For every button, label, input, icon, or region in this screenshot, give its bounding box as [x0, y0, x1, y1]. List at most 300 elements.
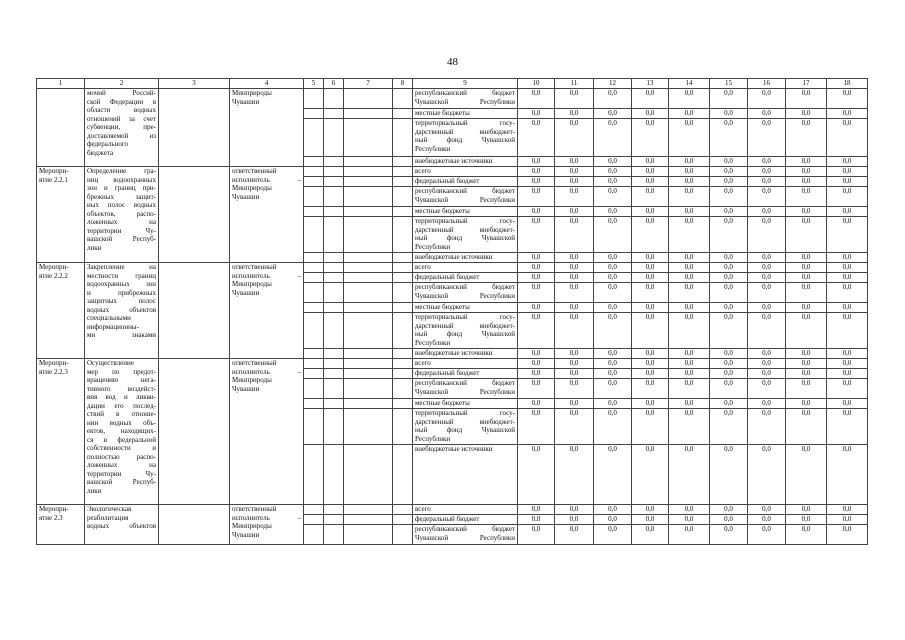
- column-number: 10: [518, 79, 555, 89]
- value-cell: 0,0: [632, 157, 669, 167]
- cell-line: лики: [87, 486, 102, 495]
- value-cell: 0,0: [594, 349, 632, 359]
- cell-line: территории Чу-: [87, 469, 156, 478]
- participant-cell: [159, 263, 230, 359]
- cell-line: ся в федеральной: [87, 435, 156, 444]
- code-cell: [344, 505, 393, 515]
- value-cell: 0,0: [555, 349, 594, 359]
- cell-line: исполнитель –: [232, 271, 301, 280]
- measure-code-cell: [37, 359, 85, 505]
- value-cell: 0,0: [669, 157, 710, 167]
- funding-source-cell: [413, 303, 518, 313]
- cell-line: ответственный: [232, 167, 277, 175]
- value-cell: 0,0: [555, 369, 594, 379]
- value-cell: 0,0: [632, 313, 669, 349]
- value-cell: 0,0: [594, 263, 632, 273]
- value-cell: 0,0: [710, 369, 748, 379]
- code-cell: [324, 89, 344, 109]
- value-cell: 0,0: [518, 303, 555, 313]
- value-cell: 0,0: [710, 359, 748, 369]
- value-cell: 0,0: [594, 283, 632, 303]
- value-cell: 0,0: [786, 303, 827, 313]
- code-cell: [393, 445, 413, 505]
- participant-cell: [159, 359, 230, 505]
- code-cell: [304, 409, 324, 445]
- value-cell: 0,0: [669, 349, 710, 359]
- cell-line: ный фонд Чувашской: [415, 330, 515, 338]
- value-cell: 0,0: [710, 313, 748, 349]
- value-cell: 0,0: [518, 273, 555, 283]
- value-cell: 0,0: [669, 359, 710, 369]
- code-cell: [324, 253, 344, 263]
- value-cell: 0,0: [786, 505, 827, 515]
- value-cell: 0,0: [827, 217, 868, 253]
- cell-line: вашской Респуб-: [87, 235, 156, 243]
- column-number: 7: [344, 79, 393, 89]
- value-cell: 0,0: [518, 445, 555, 505]
- value-cell: 0,0: [669, 303, 710, 313]
- cell-line: Меропри-: [39, 359, 69, 367]
- value-cell: 0,0: [827, 89, 868, 109]
- code-cell: [393, 369, 413, 379]
- value-cell: 0,0: [786, 89, 827, 109]
- cell-line: защитных полос: [87, 297, 156, 305]
- cell-line: республиканский бюджет: [415, 525, 515, 533]
- cell-line: Чувашии: [232, 192, 260, 201]
- cell-line: местные бюджеты: [415, 109, 470, 117]
- cell-line: Экологическая: [87, 505, 132, 513]
- value-cell: 0,0: [518, 89, 555, 109]
- funding-source-cell: [413, 409, 518, 445]
- value-cell: 0,0: [827, 263, 868, 273]
- code-cell: [344, 303, 393, 313]
- code-cell: [304, 359, 324, 369]
- cell-line: всего: [415, 359, 431, 367]
- column-number: 17: [786, 79, 827, 89]
- value-cell: 0,0: [555, 177, 594, 187]
- code-cell: [344, 445, 393, 505]
- code-cell: [344, 399, 393, 409]
- cell-line: лики: [87, 243, 102, 252]
- code-cell: [304, 399, 324, 409]
- value-cell: 0,0: [710, 409, 748, 445]
- cell-line: объектов, распо-: [87, 209, 156, 218]
- cell-line: Республики: [415, 338, 451, 347]
- code-cell: [304, 349, 324, 359]
- value-cell: 0,0: [748, 273, 786, 283]
- value-cell: 0,0: [786, 445, 827, 505]
- value-cell: 0,0: [786, 167, 827, 177]
- value-cell: 0,0: [632, 359, 669, 369]
- value-cell: 0,0: [710, 505, 748, 515]
- code-cell: [344, 119, 393, 157]
- cell-line: ской Федерации в: [87, 97, 156, 106]
- value-cell: 0,0: [555, 187, 594, 207]
- value-cell: 0,0: [594, 399, 632, 409]
- cell-line: Определение гра-: [87, 167, 156, 175]
- value-cell: 0,0: [518, 505, 555, 515]
- value-cell: 0,0: [748, 349, 786, 359]
- code-cell: [324, 349, 344, 359]
- code-cell: [304, 177, 324, 187]
- column-number: 3: [159, 79, 230, 89]
- cell-line: ный фонд Чувашской: [415, 234, 515, 242]
- value-cell: 0,0: [710, 525, 748, 545]
- cell-line: Чувашии: [232, 530, 260, 539]
- cell-line: субвенции, пре-: [87, 123, 156, 131]
- cell-line: и прибрежных: [87, 288, 156, 297]
- value-cell: 0,0: [518, 379, 555, 399]
- responsible-cell: [230, 359, 304, 505]
- cell-line: федеральный бюджет: [415, 177, 480, 185]
- cell-line: исполнитель –: [232, 175, 301, 184]
- value-cell: 0,0: [827, 283, 868, 303]
- value-cell: 0,0: [827, 109, 868, 119]
- measure-name-cell: [85, 359, 159, 505]
- value-cell: 0,0: [669, 525, 710, 545]
- value-cell: 0,0: [669, 263, 710, 273]
- value-cell: 0,0: [748, 445, 786, 505]
- cell-line: исполнитель –: [232, 367, 301, 376]
- funding-source-cell: [413, 253, 518, 263]
- code-cell: [324, 187, 344, 207]
- code-cell: [324, 515, 344, 525]
- value-cell: 0,0: [632, 303, 669, 313]
- cell-line: ми знаками: [87, 331, 156, 339]
- cell-line: бюджета: [87, 148, 114, 157]
- value-cell: 0,0: [786, 109, 827, 119]
- value-cell: 0,0: [669, 409, 710, 445]
- cell-line: ный фонд Чувашской: [415, 136, 515, 144]
- value-cell: 0,0: [555, 303, 594, 313]
- code-cell: [344, 177, 393, 187]
- code-cell: [324, 525, 344, 545]
- cell-line: отношений за счет: [87, 114, 156, 123]
- participant-cell: [159, 167, 230, 263]
- measure-name-cell: [85, 263, 159, 359]
- value-cell: 0,0: [669, 177, 710, 187]
- value-cell: 0,0: [710, 253, 748, 263]
- value-cell: 0,0: [748, 379, 786, 399]
- participant-cell: [159, 505, 230, 545]
- value-cell: 0,0: [748, 525, 786, 545]
- value-cell: 0,0: [748, 89, 786, 109]
- page-number: 48: [447, 56, 458, 68]
- code-cell: [304, 369, 324, 379]
- code-cell: [304, 303, 324, 313]
- cell-line: ных полос водных: [87, 201, 156, 209]
- cell-line: мочий Россий-: [87, 89, 156, 97]
- value-cell: 0,0: [827, 187, 868, 207]
- code-cell: [324, 273, 344, 283]
- cell-line: местности границ: [87, 271, 156, 280]
- measure-name-cell: [85, 505, 159, 545]
- cell-line: ный фонд Чувашской: [415, 426, 515, 434]
- code-cell: [393, 349, 413, 359]
- value-cell: 0,0: [669, 399, 710, 409]
- code-cell: [324, 207, 344, 217]
- cell-line: информационны-: [87, 322, 139, 331]
- measure-code-cell: [37, 505, 85, 545]
- value-cell: 0,0: [594, 207, 632, 217]
- value-cell: 0,0: [518, 359, 555, 369]
- cell-line: местные бюджеты: [415, 207, 470, 215]
- value-cell: 0,0: [594, 525, 632, 545]
- table-row: [37, 89, 868, 109]
- value-cell: 0,0: [632, 273, 669, 283]
- cell-line: доставляемой из: [87, 131, 156, 140]
- value-cell: 0,0: [748, 313, 786, 349]
- value-cell: 0,0: [786, 515, 827, 525]
- value-cell: 0,0: [669, 283, 710, 303]
- code-cell: [304, 207, 324, 217]
- value-cell: 0,0: [710, 157, 748, 167]
- column-number: 16: [748, 79, 786, 89]
- value-cell: 0,0: [632, 445, 669, 505]
- cell-line: Чувашии: [232, 288, 260, 297]
- value-cell: 0,0: [827, 409, 868, 445]
- code-cell: [304, 89, 324, 109]
- cell-line: местные бюджеты: [415, 399, 470, 407]
- cell-line: Минприроды: [232, 376, 272, 384]
- budget-table: [36, 78, 868, 545]
- cell-line: Закрепление на: [87, 263, 156, 271]
- value-cell: 0,0: [748, 263, 786, 273]
- value-cell: 0,0: [710, 445, 748, 505]
- value-cell: 0,0: [669, 217, 710, 253]
- cell-line: ектов, находящих-: [87, 427, 156, 435]
- cell-line: ятие 2.2.1: [39, 175, 68, 184]
- cell-line: территориальный госу-: [415, 409, 515, 417]
- code-cell: [393, 263, 413, 273]
- column-number: 14: [669, 79, 710, 89]
- code-cell: [393, 273, 413, 283]
- value-cell: 0,0: [669, 313, 710, 349]
- value-cell: 0,0: [555, 515, 594, 525]
- value-cell: 0,0: [786, 369, 827, 379]
- value-cell: 0,0: [518, 313, 555, 349]
- code-cell: [393, 187, 413, 207]
- code-cell: [393, 207, 413, 217]
- value-cell: 0,0: [786, 525, 827, 545]
- value-cell: 0,0: [710, 89, 748, 109]
- value-cell: 0,0: [827, 253, 868, 263]
- cell-line: области водных: [87, 106, 156, 114]
- value-cell: 0,0: [594, 89, 632, 109]
- cell-line: ответственный: [232, 505, 277, 513]
- cell-line: ответственный: [232, 263, 277, 271]
- funding-source-cell: [413, 525, 518, 545]
- cell-line: Республики: [415, 144, 451, 153]
- value-cell: 0,0: [748, 157, 786, 167]
- value-cell: 0,0: [632, 89, 669, 109]
- value-cell: 0,0: [710, 109, 748, 119]
- value-cell: 0,0: [786, 379, 827, 399]
- measure-code-cell: [37, 89, 85, 167]
- column-number: 2: [85, 79, 159, 89]
- cell-line: ответственный: [232, 359, 277, 367]
- cell-line: дации его послед-: [87, 401, 156, 410]
- cell-line: территориальный госу-: [415, 217, 515, 225]
- value-cell: 0,0: [710, 399, 748, 409]
- value-cell: 0,0: [710, 349, 748, 359]
- cell-line: Минприроды: [232, 184, 272, 192]
- value-cell: 0,0: [710, 283, 748, 303]
- value-cell: 0,0: [669, 445, 710, 505]
- value-cell: 0,0: [748, 119, 786, 157]
- value-cell: 0,0: [632, 177, 669, 187]
- code-cell: [344, 515, 393, 525]
- code-cell: [344, 167, 393, 177]
- value-cell: 0,0: [555, 109, 594, 119]
- code-cell: [324, 217, 344, 253]
- value-cell: 0,0: [827, 379, 868, 399]
- value-cell: 0,0: [786, 187, 827, 207]
- code-cell: [324, 109, 344, 119]
- value-cell: 0,0: [748, 515, 786, 525]
- cell-line: вия вод и ликви-: [87, 393, 156, 401]
- value-cell: 0,0: [827, 313, 868, 349]
- funding-source-cell: [413, 369, 518, 379]
- value-cell: 0,0: [786, 283, 827, 303]
- value-cell: 0,0: [827, 177, 868, 187]
- value-cell: 0,0: [669, 167, 710, 177]
- value-cell: 0,0: [669, 119, 710, 157]
- cell-line: дарственный внебюджет-: [415, 417, 515, 426]
- value-cell: 0,0: [594, 313, 632, 349]
- value-cell: 0,0: [518, 167, 555, 177]
- code-cell: [324, 505, 344, 515]
- code-cell: [304, 313, 324, 349]
- value-cell: 0,0: [669, 505, 710, 515]
- code-cell: [304, 263, 324, 273]
- code-cell: [304, 109, 324, 119]
- cell-line: вращению нега-: [87, 376, 156, 384]
- code-cell: [393, 217, 413, 253]
- funding-source-cell: [413, 207, 518, 217]
- value-cell: 0,0: [594, 177, 632, 187]
- code-cell: [344, 313, 393, 349]
- value-cell: 0,0: [594, 167, 632, 177]
- code-cell: [393, 177, 413, 187]
- cell-line: дарственный внебюджет-: [415, 127, 515, 136]
- value-cell: 0,0: [710, 187, 748, 207]
- code-cell: [393, 167, 413, 177]
- cell-line: всего: [415, 505, 431, 513]
- value-cell: 0,0: [555, 445, 594, 505]
- measure-code-cell: [37, 263, 85, 359]
- value-cell: 0,0: [594, 157, 632, 167]
- cell-line: ложенных на: [87, 461, 156, 469]
- value-cell: 0,0: [555, 207, 594, 217]
- cell-line: местные бюджеты: [415, 303, 470, 311]
- cell-line: федеральный бюджет: [415, 273, 480, 281]
- code-cell: [304, 119, 324, 157]
- value-cell: 0,0: [669, 379, 710, 399]
- table-row: [37, 359, 868, 369]
- cell-line: внебюджетные источники: [415, 349, 493, 357]
- value-cell: 0,0: [555, 525, 594, 545]
- value-cell: 0,0: [632, 283, 669, 303]
- value-cell: 0,0: [748, 217, 786, 253]
- value-cell: 0,0: [632, 167, 669, 177]
- value-cell: 0,0: [827, 445, 868, 505]
- value-cell: 0,0: [632, 349, 669, 359]
- cell-line: ложенных на: [87, 218, 156, 226]
- code-cell: [393, 399, 413, 409]
- code-cell: [324, 177, 344, 187]
- cell-line: внебюджетные источники: [415, 445, 493, 453]
- cell-line: Минприроды: [232, 522, 272, 530]
- value-cell: 0,0: [827, 525, 868, 545]
- column-number: 13: [632, 79, 669, 89]
- cell-line: Чувашии: [232, 97, 260, 106]
- value-cell: 0,0: [827, 369, 868, 379]
- value-cell: 0,0: [632, 379, 669, 399]
- value-cell: 0,0: [632, 369, 669, 379]
- value-cell: 0,0: [827, 167, 868, 177]
- value-cell: 0,0: [827, 359, 868, 369]
- code-cell: [324, 445, 344, 505]
- value-cell: 0,0: [786, 399, 827, 409]
- value-cell: 0,0: [669, 187, 710, 207]
- cell-line: Чувашской Республики: [415, 387, 515, 396]
- value-cell: 0,0: [555, 399, 594, 409]
- value-cell: 0,0: [669, 515, 710, 525]
- cell-line: дарственный внебюджет-: [415, 321, 515, 330]
- code-cell: [393, 303, 413, 313]
- funding-source-cell: [413, 167, 518, 177]
- funding-source-cell: [413, 359, 518, 369]
- funding-source-cell: [413, 515, 518, 525]
- value-cell: 0,0: [786, 177, 827, 187]
- code-cell: [304, 217, 324, 253]
- value-cell: 0,0: [518, 119, 555, 157]
- code-cell: [304, 273, 324, 283]
- code-cell: [393, 379, 413, 399]
- cell-line: всего: [415, 167, 431, 175]
- value-cell: 0,0: [518, 109, 555, 119]
- code-cell: [393, 409, 413, 445]
- value-cell: 0,0: [669, 89, 710, 109]
- value-cell: 0,0: [710, 379, 748, 399]
- code-cell: [304, 157, 324, 167]
- code-cell: [344, 409, 393, 445]
- code-cell: [324, 369, 344, 379]
- column-number: 5: [304, 79, 324, 89]
- value-cell: 0,0: [669, 253, 710, 263]
- code-cell: [324, 167, 344, 177]
- code-cell: [324, 263, 344, 273]
- cell-line: ятие 2.2.2: [39, 271, 68, 280]
- funding-source-cell: [413, 187, 518, 207]
- code-cell: [304, 505, 324, 515]
- value-cell: 0,0: [555, 217, 594, 253]
- responsible-cell: [230, 263, 304, 359]
- value-cell: 0,0: [827, 207, 868, 217]
- value-cell: 0,0: [827, 515, 868, 525]
- value-cell: 0,0: [555, 409, 594, 445]
- value-cell: 0,0: [518, 525, 555, 545]
- cell-line: территориальный госу-: [415, 313, 515, 321]
- cell-line: Республики: [415, 242, 451, 251]
- cell-line: Чувашской Республики: [415, 97, 515, 106]
- value-cell: 0,0: [710, 119, 748, 157]
- table-row: [37, 167, 868, 177]
- cell-line: водных объектов: [87, 522, 156, 530]
- code-cell: [393, 109, 413, 119]
- column-number: 12: [594, 79, 632, 89]
